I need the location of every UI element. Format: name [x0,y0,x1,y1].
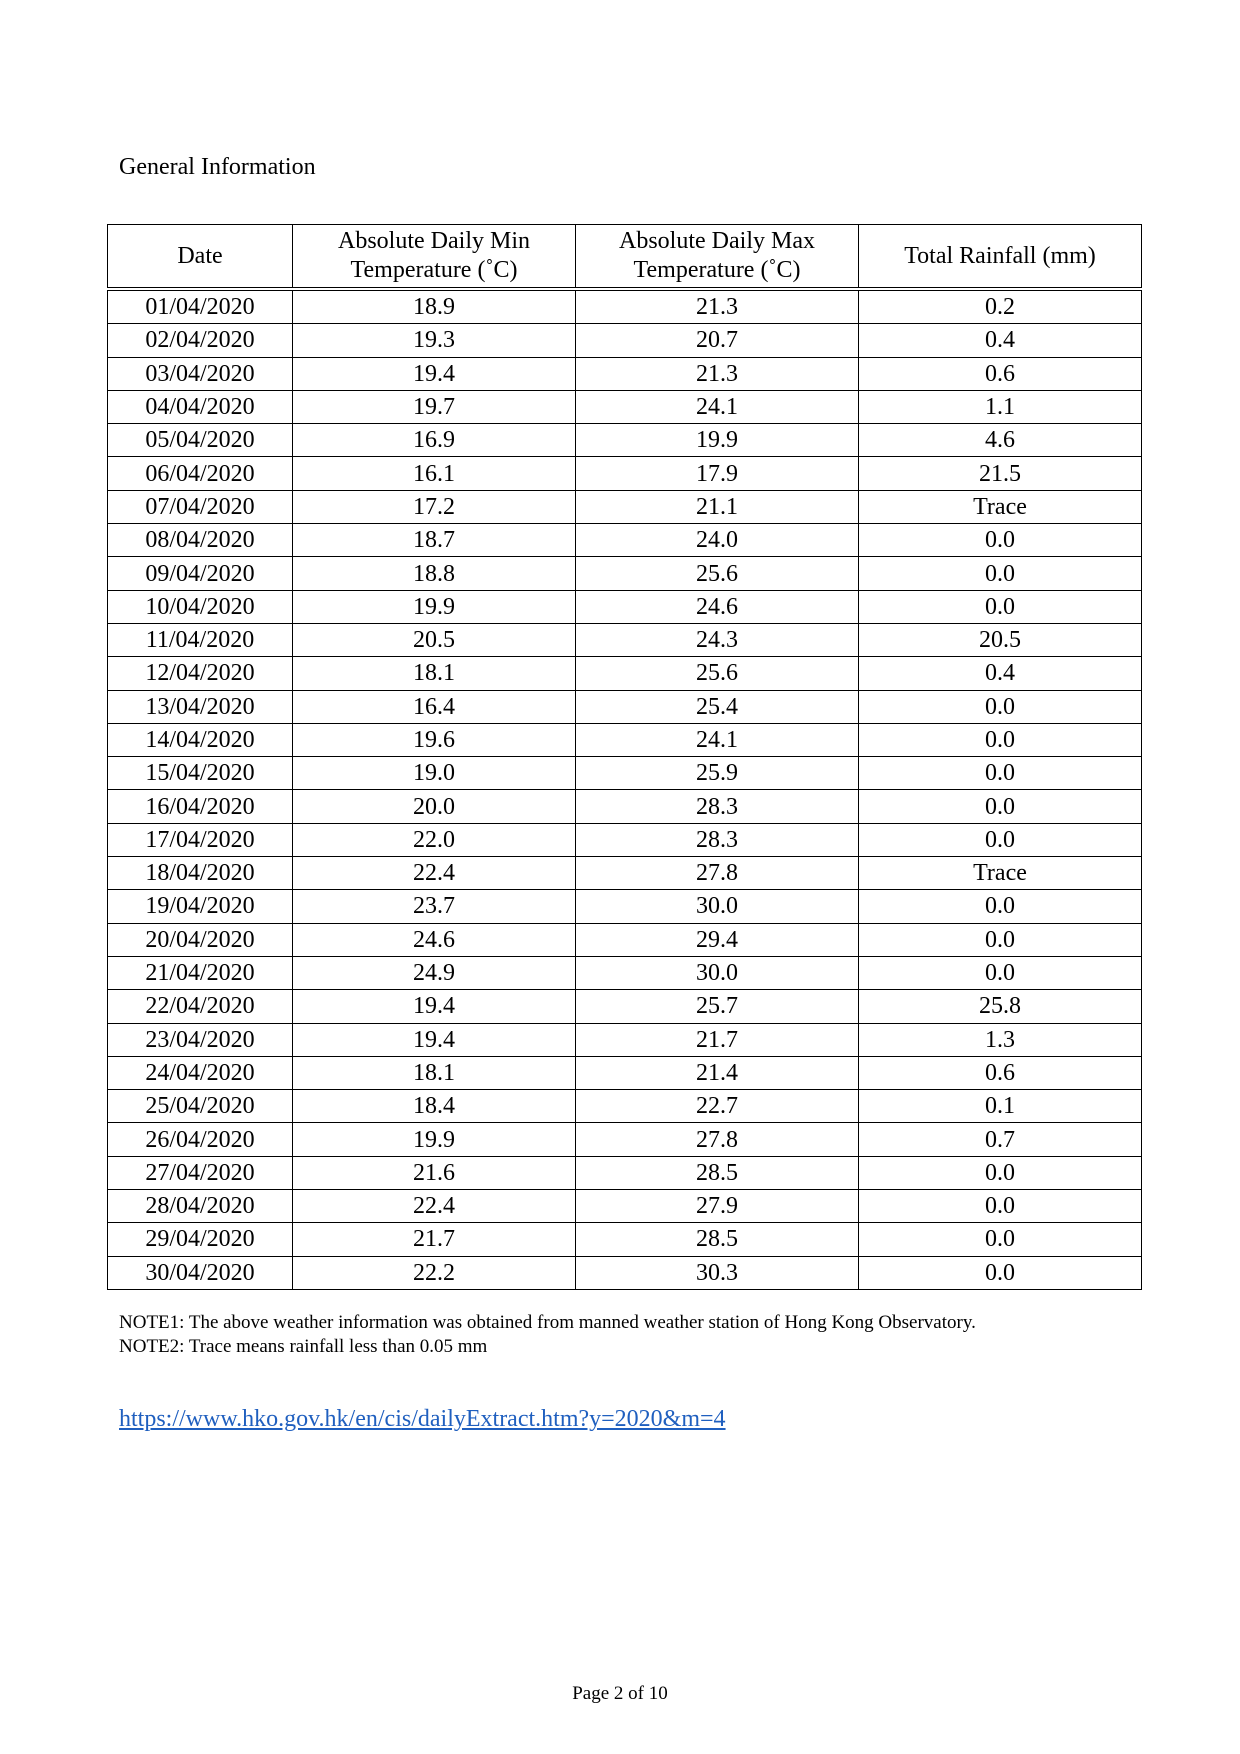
header-max-line2: Temperature (˚C) [633,257,801,283]
cell-max-temperature: 24.0 [576,524,859,557]
table-row [108,1090,1142,1123]
cell-date: 08/04/2020 [108,524,293,557]
cell-rainfall: 0.0 [859,1223,1142,1256]
table-row [108,1256,1142,1289]
cell-date: 11/04/2020 [108,623,293,656]
cell-rainfall: 0.1 [859,1090,1142,1123]
cell-rainfall: 0.2 [859,289,1142,324]
cell-date: 24/04/2020 [108,1056,293,1089]
cell-date: 01/04/2020 [108,289,293,324]
table-row [108,890,1142,923]
cell-max-temperature: 21.3 [576,289,859,324]
cell-min-temperature: 18.1 [293,657,576,690]
cell-date: 25/04/2020 [108,1090,293,1123]
cell-min-temperature: 21.7 [293,1223,576,1256]
cell-min-temperature: 22.2 [293,1256,576,1289]
cell-min-temperature: 22.0 [293,823,576,856]
table-row [108,1190,1142,1223]
cell-max-temperature: 25.6 [576,657,859,690]
cell-date: 30/04/2020 [108,1256,293,1289]
table-row [108,923,1142,956]
cell-date: 20/04/2020 [108,923,293,956]
cell-min-temperature: 22.4 [293,1190,576,1223]
cell-rainfall: 20.5 [859,623,1142,656]
cell-rainfall: 0.0 [859,790,1142,823]
cell-rainfall: 0.6 [859,1056,1142,1089]
cell-rainfall: 0.0 [859,1190,1142,1223]
table-row [108,490,1142,523]
cell-max-temperature: 27.9 [576,1190,859,1223]
header-rainfall: Total Rainfall (mm) [859,225,1142,290]
cell-date: 06/04/2020 [108,457,293,490]
cell-max-temperature: 25.6 [576,557,859,590]
cell-min-temperature: 16.1 [293,457,576,490]
cell-max-temperature: 19.9 [576,424,859,457]
cell-min-temperature: 19.4 [293,1023,576,1056]
notes [119,1311,976,1359]
table-body [108,289,1142,1289]
cell-min-temperature: 19.7 [293,390,576,423]
cell-max-temperature: 17.9 [576,457,859,490]
table-header [108,225,1142,290]
table-row [108,1223,1142,1256]
cell-date: 09/04/2020 [108,557,293,590]
note-1: NOTE1: The above weather information was obtained from manned weather station of Hong Kong Observatory. [119,1312,976,1333]
table-row [108,1056,1142,1089]
header-row [108,225,1142,290]
cell-rainfall: 0.0 [859,823,1142,856]
cell-date: 26/04/2020 [108,1123,293,1156]
cell-min-temperature: 17.2 [293,490,576,523]
table-row [108,1123,1142,1156]
cell-max-temperature: 22.7 [576,1090,859,1123]
cell-max-temperature: 24.1 [576,723,859,756]
table-row [108,1156,1142,1189]
table-row [108,956,1142,989]
header-date: Date [108,225,293,290]
cell-min-temperature: 20.5 [293,623,576,656]
page-number: Page 2 of 10 [572,1683,668,1704]
cell-max-temperature: 27.8 [576,1123,859,1156]
cell-min-temperature: 19.3 [293,324,576,357]
cell-min-temperature: 16.4 [293,690,576,723]
cell-max-temperature: 24.1 [576,390,859,423]
cell-min-temperature: 22.4 [293,857,576,890]
cell-rainfall: 0.0 [859,524,1142,557]
cell-rainfall: 0.7 [859,1123,1142,1156]
cell-min-temperature: 23.7 [293,890,576,923]
cell-max-temperature: 21.4 [576,1056,859,1089]
cell-max-temperature: 30.3 [576,1256,859,1289]
cell-rainfall: 0.0 [859,1156,1142,1189]
cell-date: 22/04/2020 [108,990,293,1023]
cell-rainfall: 0.0 [859,923,1142,956]
cell-max-temperature: 21.3 [576,357,859,390]
table-row [108,590,1142,623]
cell-rainfall: 0.0 [859,590,1142,623]
weather-table [107,224,1142,1290]
header-min-temperature [293,225,576,290]
cell-date: 02/04/2020 [108,324,293,357]
cell-rainfall: 0.0 [859,890,1142,923]
cell-max-temperature: 21.1 [576,490,859,523]
table-row [108,857,1142,890]
table-row [108,790,1142,823]
cell-rainfall: 1.3 [859,1023,1142,1056]
cell-min-temperature: 19.9 [293,1123,576,1156]
cell-date: 07/04/2020 [108,490,293,523]
table-row [108,657,1142,690]
table-row [108,1023,1142,1056]
cell-max-temperature: 25.7 [576,990,859,1023]
cell-date: 23/04/2020 [108,1023,293,1056]
header-min-line2: Temperature (˚C) [350,257,518,283]
note-2: NOTE2: Trace means rainfall less than 0.05 mm [119,1336,488,1357]
cell-max-temperature: 28.5 [576,1156,859,1189]
header-max-temperature [576,225,859,290]
cell-max-temperature: 24.3 [576,623,859,656]
cell-min-temperature: 19.4 [293,357,576,390]
cell-rainfall: 4.6 [859,424,1142,457]
cell-date: 12/04/2020 [108,657,293,690]
cell-max-temperature: 28.5 [576,1223,859,1256]
cell-date: 19/04/2020 [108,890,293,923]
table-row [108,324,1142,357]
cell-max-temperature: 27.8 [576,857,859,890]
cell-min-temperature: 24.6 [293,923,576,956]
cell-min-temperature: 19.9 [293,590,576,623]
cell-date: 28/04/2020 [108,1190,293,1223]
cell-min-temperature: 18.4 [293,1090,576,1123]
cell-date: 15/04/2020 [108,757,293,790]
cell-rainfall: 21.5 [859,457,1142,490]
cell-max-temperature: 28.3 [576,790,859,823]
cell-date: 05/04/2020 [108,424,293,457]
cell-date: 13/04/2020 [108,690,293,723]
cell-date: 16/04/2020 [108,790,293,823]
cell-min-temperature: 21.6 [293,1156,576,1189]
table-row [108,990,1142,1023]
cell-rainfall: 0.0 [859,757,1142,790]
cell-max-temperature: 20.7 [576,324,859,357]
cell-min-temperature: 18.7 [293,524,576,557]
table-row [108,289,1142,324]
header-min-line1: Absolute Daily Min [338,228,530,254]
section-heading: General Information [119,154,316,180]
table-row [108,723,1142,756]
cell-max-temperature: 25.4 [576,690,859,723]
cell-date: 17/04/2020 [108,823,293,856]
cell-min-temperature: 18.9 [293,289,576,324]
cell-rainfall: 0.4 [859,657,1142,690]
cell-min-temperature: 24.9 [293,956,576,989]
cell-date: 03/04/2020 [108,357,293,390]
cell-date: 10/04/2020 [108,590,293,623]
cell-date: 27/04/2020 [108,1156,293,1189]
table-row [108,357,1142,390]
table-row [108,757,1142,790]
table-row [108,457,1142,490]
cell-max-temperature: 25.9 [576,757,859,790]
cell-max-temperature: 29.4 [576,923,859,956]
cell-rainfall: Trace [859,857,1142,890]
cell-rainfall: 25.8 [859,990,1142,1023]
cell-rainfall: Trace [859,490,1142,523]
cell-rainfall: 0.0 [859,956,1142,989]
table-row [108,557,1142,590]
cell-rainfall: 0.0 [859,1256,1142,1289]
cell-rainfall: 0.4 [859,324,1142,357]
table-row [108,390,1142,423]
table-row [108,623,1142,656]
cell-min-temperature: 20.0 [293,790,576,823]
cell-max-temperature: 30.0 [576,956,859,989]
cell-date: 14/04/2020 [108,723,293,756]
source-link[interactable]: https://www.hko.gov.hk/en/cis/dailyExtract.htm?y=2020&m=4 [119,1406,726,1432]
cell-rainfall: 0.0 [859,690,1142,723]
cell-min-temperature: 18.8 [293,557,576,590]
table-row [108,690,1142,723]
cell-min-temperature: 19.4 [293,990,576,1023]
cell-date: 18/04/2020 [108,857,293,890]
cell-rainfall: 0.0 [859,723,1142,756]
cell-min-temperature: 19.0 [293,757,576,790]
table-row [108,424,1142,457]
cell-max-temperature: 30.0 [576,890,859,923]
table-row [108,823,1142,856]
cell-rainfall: 1.1 [859,390,1142,423]
cell-date: 29/04/2020 [108,1223,293,1256]
cell-min-temperature: 18.1 [293,1056,576,1089]
cell-max-temperature: 24.6 [576,590,859,623]
cell-rainfall: 0.0 [859,557,1142,590]
cell-max-temperature: 21.7 [576,1023,859,1056]
header-max-line1: Absolute Daily Max [619,228,815,254]
cell-date: 21/04/2020 [108,956,293,989]
cell-max-temperature: 28.3 [576,823,859,856]
cell-min-temperature: 19.6 [293,723,576,756]
table-row [108,524,1142,557]
cell-date: 04/04/2020 [108,390,293,423]
cell-min-temperature: 16.9 [293,424,576,457]
cell-rainfall: 0.6 [859,357,1142,390]
